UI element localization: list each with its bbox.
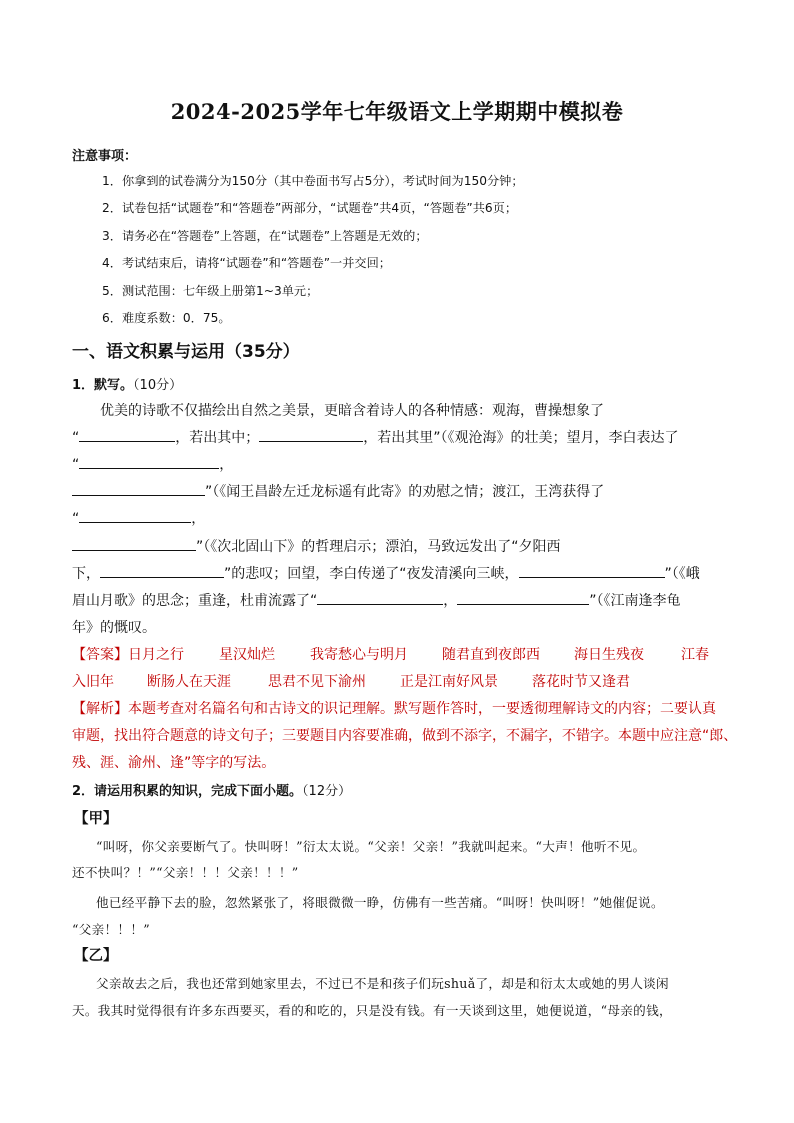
analysis-line: 残、涯、渝州、逢”等字的写法。 [72,755,276,771]
passage-line: 父亲故去之后，我也还常到她家里去，不过已不是和孩子们玩shuǎ了，却是和衍太太或她的男人谈闲 [96,976,669,991]
passage-jia-mark: 【甲】 [74,810,118,827]
passage-line: 天。我其时觉得很有许多东西要买，看的和吃的，只是没有钱。有一天谈到这里，她便说道，“母亲的钱， [72,1003,672,1018]
answer-blank[interactable] [72,481,205,496]
q1-line: “ ， [72,508,205,528]
answer-item: 日月之行 [128,647,184,663]
answer-blank[interactable] [317,590,443,605]
question-2-heading [72,780,351,799]
notice-item: 2．试卷包括“试题卷”和“答题卷”两部分，“试题卷”共4页，“答题卷”共6页； [102,201,518,215]
passage-yi-mark: 【乙】 [74,947,118,964]
question-label: 2．请运用积累的知识，完成下面小题。 [72,784,303,799]
answer-item: 江春 [681,647,709,663]
passage-line: “父亲！！！” [72,922,150,937]
q1-line: ”（《次北固山下》的哲理启示；漂泊，马致远发出了“夕阳西 [72,536,561,556]
notice-item: 5．测试范围：七年级上册第1~3单元； [102,284,319,298]
notice-item: 6．难度系数：0．75。 [102,311,231,325]
answer-item: 思君不见下渝州 [268,674,366,690]
q1-line: 年》的慨叹。 [72,620,156,636]
answer-row [72,671,722,691]
question-1-heading [72,374,182,393]
question-points: （10分） [133,378,183,393]
answer-blank[interactable] [79,508,191,523]
answer-blank[interactable] [259,427,363,442]
answer-row [72,644,722,664]
answer-blank[interactable] [79,454,219,469]
q1-line: 眉山月歌》的思念；重逢，杜甫流露了“ ， ”（《江南逢李龟 [72,590,681,610]
notice-item: 3．请务必在“答题卷”上答题，在“试题卷”上答题是无效的； [102,229,428,243]
q1-line: 优美的诗歌不仅描绘出自然之美景，更暗含着诗人的各种情感：观海，曹操想象了 [100,403,604,419]
answer-blank[interactable] [100,563,224,578]
answer-item: 我寄愁心与明月 [310,647,408,663]
answer-item: 星汉灿烂 [219,647,275,663]
analysis-tag: 【解析】 [72,701,128,717]
answer-tag: 【答案】 [72,647,128,663]
notice-heading: 注意事项： [72,149,138,164]
passage-line: 还不快叫？！”“父亲！！！父亲！！！” [72,865,299,880]
answer-item: 正是江南好风景 [400,674,498,690]
question-label: 1．默写。 [72,378,134,393]
analysis-line: 审题，找出符合题意的诗文句子；三要题目内容要准确，做到不添字，不漏字，不错字。本题中应注意“郎、 [72,728,738,744]
answer-blank[interactable] [79,427,175,442]
q1-line: “ ，若出其中； ，若出其里”（《观沧海》的壮美；望月，李白表达了 [72,427,679,447]
section-heading: 一、语文积累与运用（35分） [72,342,300,362]
answer-item: 断肠人在天涯 [147,674,231,690]
q1-line: 下， ”的悲叹；回望，李白传递了“夜发清溪向三峡， ”（《峨 [72,563,700,583]
notice-item: 4．考试结束后，请将“试题卷”和“答题卷”一并交回； [102,256,391,270]
q1-line: “ ， [72,454,233,474]
answer-blank[interactable] [457,590,589,605]
answer-item: 随君直到夜郎西 [442,647,540,663]
passage-line: 他已经平静下去的脸，忽然紧张了，将眼微微一睁，仿佛有一些苦痛。“叫呀！快叫呀！”她催促说。 [96,895,664,910]
question-points: （12分） [302,784,352,799]
page-title: 2024-2025学年七年级语文上学期期中模拟卷 [170,99,624,124]
answer-item: 入旧年 [72,674,114,690]
passage-line: “叫呀，你父亲要断气了。快叫呀！”衍太太说。“父亲！父亲！”我就叫起来。“大声！他听不见。 [96,839,646,854]
analysis-line: 【解析】本题考查对名篇名句和古诗文的识记理解。默写题作答时，一要透彻理解诗文的内容；二要认真 [72,701,716,717]
q1-line: ”（《闻王昌龄左迁龙标遥有此寄》的劝慰之情；渡江，王湾获得了 [72,481,604,501]
answer-blank[interactable] [519,563,665,578]
answer-item: 落花时节又逢君 [532,674,630,690]
answer-item: 海日生残夜 [574,647,644,663]
answer-blank[interactable] [72,536,196,551]
notice-item: 1．你拿到的试卷满分为150分（其中卷面书写占5分），考试时间为150分钟； [102,174,524,188]
